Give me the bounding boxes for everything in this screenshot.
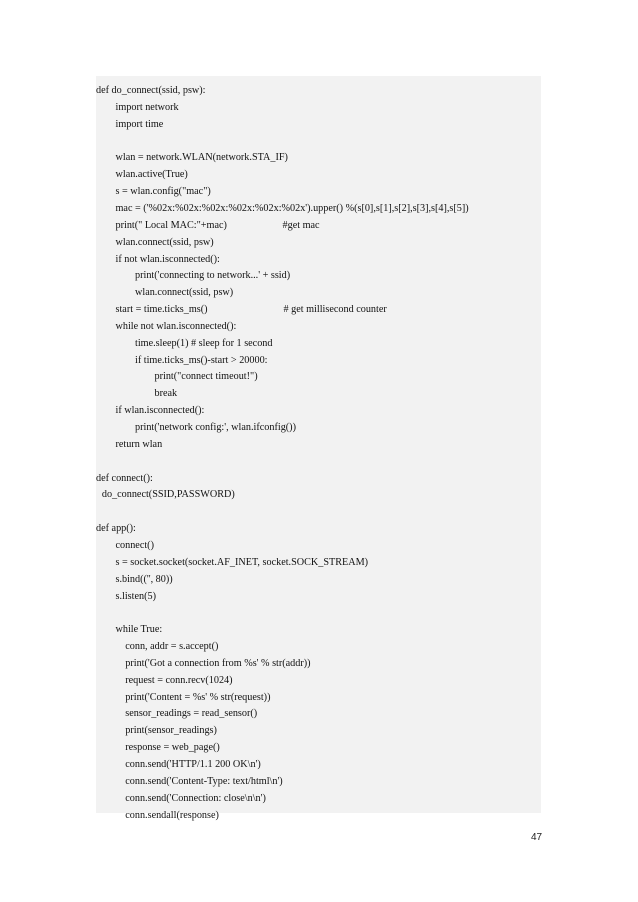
code-line — [125, 674, 232, 687]
code-text: import network — [115, 101, 179, 113]
code-line — [125, 691, 270, 704]
code-line — [125, 640, 218, 653]
code-line — [116, 438, 163, 451]
code-text: print('network config:', wlan.ifconfig()) — [135, 422, 296, 433]
code-text: wlan.active(True) — [115, 169, 188, 181]
code-text: sensor_readings = read_sensor() — [125, 708, 258, 720]
code-line — [116, 168, 188, 181]
code-text: wlan.connect(ssid, psw) — [135, 287, 234, 299]
code-line — [125, 775, 282, 788]
code-comment: # get millisecond counter — [283, 304, 387, 316]
code-text: import time — [115, 118, 164, 130]
code-text: break — [154, 388, 178, 400]
code-text: request = conn.recv(1024) — [125, 674, 233, 686]
code-text: time.sleep(1) # sleep for 1 second — [135, 337, 273, 349]
code-text: print(" Local MAC:"+mac) — [115, 219, 227, 231]
code-line — [155, 387, 178, 400]
code-text: connect() — [115, 539, 154, 551]
code-text: response = web_page() — [125, 742, 220, 754]
code-text: conn.sendall(response) — [125, 809, 219, 821]
code-text: s.bind(('', 80)) — [115, 573, 173, 585]
code-line — [102, 488, 235, 501]
code-line — [135, 286, 233, 299]
code-line — [116, 539, 154, 552]
code-text: if time.ticks_ms()-start > 20000: — [135, 354, 268, 366]
code-text: start = time.ticks_ms() — [115, 304, 208, 316]
code-line — [116, 573, 173, 586]
code-line — [135, 337, 273, 350]
code-line — [125, 724, 217, 737]
code-text: print('Got a connection from %s' % str(addr)) — [125, 657, 311, 669]
code-text: def connect(): — [96, 472, 153, 484]
code-text: conn, addr = s.accept() — [125, 641, 219, 653]
code-line — [125, 792, 266, 805]
code-line — [115, 219, 320, 232]
code-text: wlan = network.WLAN(network.STA_IF) — [115, 152, 288, 164]
code-text: return wlan — [115, 438, 163, 450]
code-text: wlan.connect(ssid, psw) — [115, 236, 214, 248]
code-text: s = wlan.config("mac") — [115, 186, 211, 198]
code-line — [125, 657, 310, 670]
code-text: conn.send('Connection: close\n\n') — [125, 792, 266, 804]
code-text: if wlan.isconnected(): — [115, 405, 205, 417]
code-line — [155, 370, 258, 383]
code-text: conn.send('Content-Type: text/html\n') — [125, 775, 283, 787]
code-text: s.listen(5) — [115, 590, 156, 602]
code-line — [116, 320, 237, 333]
code-line — [116, 101, 179, 114]
code-line — [115, 303, 387, 316]
code-text: print("connect timeout!") — [154, 371, 258, 383]
code-comment: #get mac — [282, 219, 320, 231]
code-text: def do_connect(ssid, psw): — [96, 85, 206, 96]
code-line — [96, 84, 206, 97]
code-line — [125, 758, 261, 771]
code-line — [116, 236, 214, 249]
code-line — [96, 522, 136, 535]
code-text: while not wlan.isconnected(): — [115, 320, 237, 332]
code-line — [96, 472, 153, 485]
code-text: s = socket.socket(socket.AF_INET, socket.SOCK_STREAM) — [115, 556, 369, 568]
code-text: print(sensor_readings) — [125, 725, 217, 737]
code-line — [116, 253, 220, 266]
code-line — [135, 354, 268, 367]
code-text: if not wlan.isconnected(): — [115, 253, 220, 265]
code-text: while True: — [115, 624, 163, 636]
code-line — [116, 185, 211, 198]
code-text: print('Content = %s' % str(request)) — [125, 691, 271, 703]
code-line — [116, 623, 163, 636]
code-text: print('connecting to network...' + ssid) — [135, 270, 291, 282]
code-line — [135, 269, 290, 282]
code-text: conn.send('HTTP/1.1 200 OK\n') — [125, 759, 261, 770]
code-text: def app(): — [96, 523, 136, 535]
code-line — [116, 202, 469, 215]
page-number: 47 — [531, 832, 543, 843]
code-line — [125, 809, 219, 822]
code-line — [135, 421, 296, 434]
code-line — [125, 741, 220, 754]
code-line — [116, 556, 369, 569]
code-text: mac = ('%02x:%02x:%02x:%02x:%02x:%02x').upper() %(s[0],s[1],s[2],s[3],s[4],s[5]) — [115, 202, 469, 214]
code-line — [125, 707, 257, 720]
code-line — [116, 404, 205, 417]
code-line — [116, 151, 288, 164]
code-line — [116, 118, 164, 131]
code-block — [96, 76, 541, 821]
code-text: do_connect(SSID,PASSWORD) — [101, 489, 235, 501]
code-line — [116, 590, 156, 603]
